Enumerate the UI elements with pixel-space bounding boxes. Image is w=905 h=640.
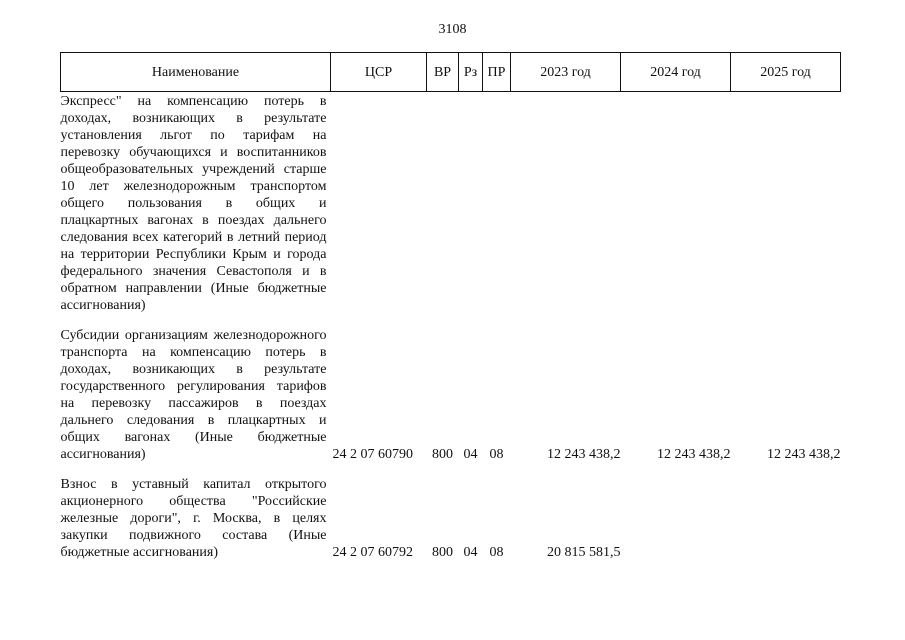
table-row	[61, 463, 841, 561]
row-rz	[459, 92, 483, 315]
row-2024	[621, 463, 731, 561]
header-2023: 2023 год	[511, 53, 621, 92]
row-name: Экспресс" на компенсацию потерь в доходах, возникающих в результате установления льгот по тарифам на перевозку обучающихся и воспитанников общеобразовательных учреждений старше 10 лет железнодорожным транспортом общего пользования в общих и плацкартных вагонах в поездах дальнего следования всех категорий в летний период на территории Республики Крым и города федерального значения Севастополя и в обратном направлении (Иные бюджетные ассигнования)	[60, 94, 327, 313]
row-name: Субсидии организациям железнодорожного транспорта на компенсацию потерь в доходах, возникающих в результате государственного регулирования тарифов на перевозку пассажиров в поездах дальнего следования в плацкартных и общих вагонах (Иные бюджетные ассигнования)	[60, 328, 327, 462]
row-vr: 800	[432, 447, 453, 462]
table-row	[61, 92, 841, 315]
header-csr: ЦСР	[331, 53, 427, 92]
row-2024	[621, 92, 731, 315]
page-number: 3108	[438, 22, 467, 37]
row-2023	[511, 92, 621, 315]
row-2023: 20 815 581,5	[547, 545, 621, 560]
header-row	[61, 53, 841, 92]
row-2025	[731, 92, 841, 315]
table-row	[61, 314, 841, 463]
row-2024: 12 243 438,2	[657, 447, 731, 462]
row-pr	[483, 92, 511, 315]
row-csr	[331, 92, 427, 315]
header-name: Наименование	[61, 53, 331, 92]
row-csr: 24 2 07 60790	[332, 447, 413, 462]
header-pr: ПР	[483, 53, 511, 92]
row-vr	[427, 92, 459, 315]
row-pr: 08	[489, 545, 504, 560]
header-rz: Рз	[459, 53, 483, 92]
row-rz: 04	[463, 447, 478, 462]
row-2025	[731, 463, 841, 561]
row-rz: 04	[463, 545, 478, 560]
row-csr: 24 2 07 60792	[332, 545, 413, 560]
budget-table	[60, 52, 841, 561]
row-name: Взнос в уставный капитал открытого акционерного общества "Российские железные дороги", г. Москва, в целях закупки подвижного состава (Иные бюджетные ассигнования)	[60, 477, 327, 560]
header-vr: ВР	[427, 53, 459, 92]
row-vr: 800	[432, 545, 453, 560]
header-2024: 2024 год	[621, 53, 731, 92]
header-2025: 2025 год	[731, 53, 841, 92]
row-2023: 12 243 438,2	[547, 447, 621, 462]
row-2025: 12 243 438,2	[767, 447, 841, 462]
row-pr: 08	[489, 447, 504, 462]
